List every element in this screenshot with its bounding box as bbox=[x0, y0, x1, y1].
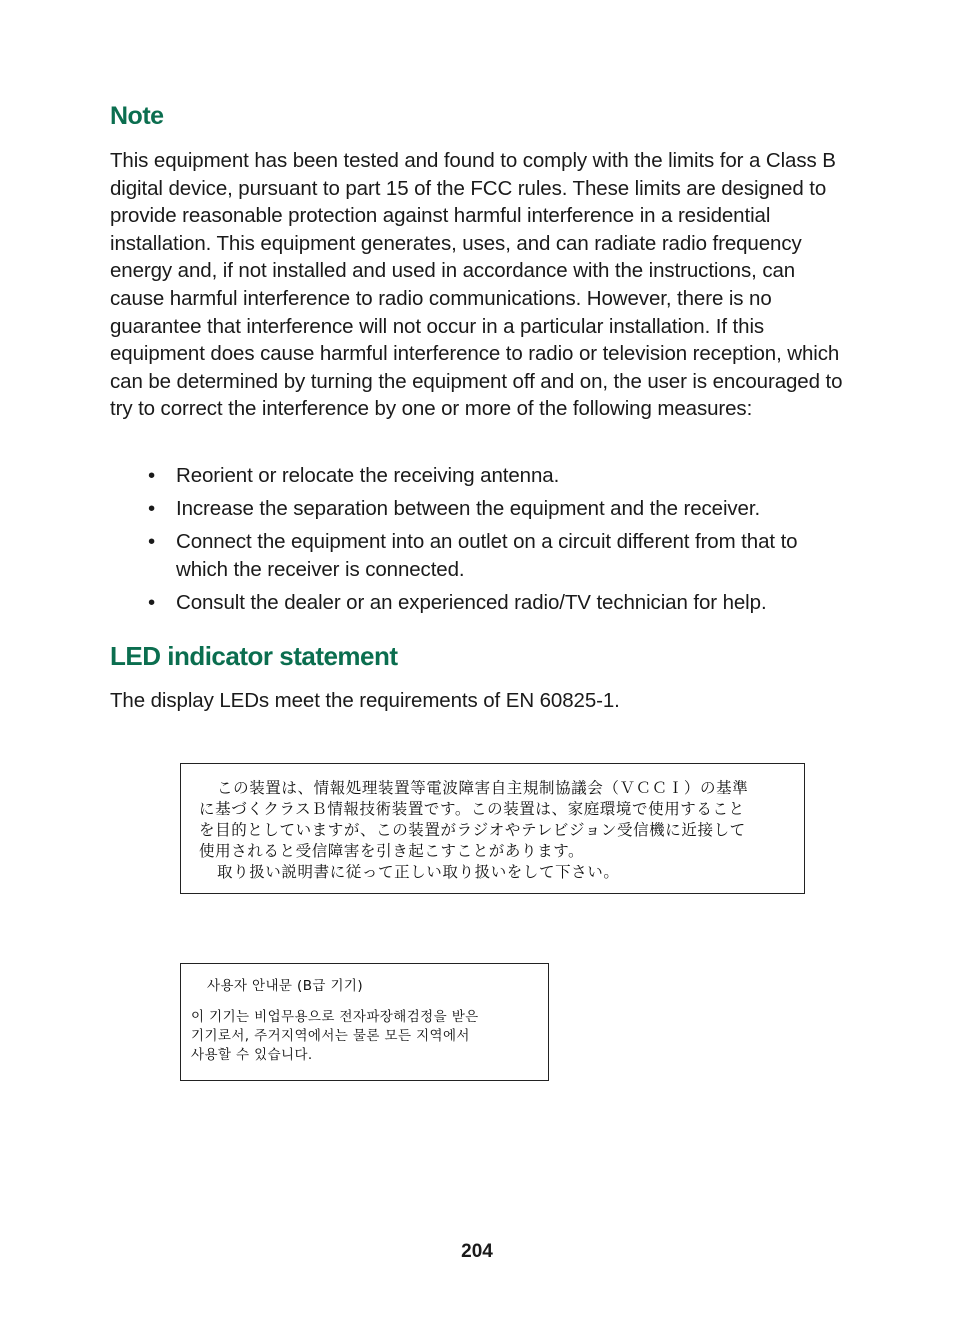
list-item-text: Increase the separation between the equipment and the receiver. bbox=[176, 497, 761, 521]
interference-measures-list bbox=[110, 462, 845, 622]
list-item bbox=[110, 528, 845, 583]
list-item bbox=[110, 462, 845, 490]
bullet-icon: • bbox=[148, 590, 156, 614]
korean-notice-title: 사용자 안내문 (B급 기기) bbox=[207, 978, 364, 994]
vcci-notice-line: 取り扱い説明書に従って正しい取り扱いをして下さい。 bbox=[217, 863, 620, 881]
list-item-text: Reorient or relocate the receiving antenna. bbox=[176, 464, 560, 487]
bullet-icon: • bbox=[148, 497, 156, 521]
list-item-text: Consult the dealer or an experienced radio/TV technician for help. bbox=[176, 590, 767, 614]
korean-notice-line: 기기로서, 주거지역에서는 물론 모든 지역에서 bbox=[191, 1028, 470, 1044]
vcci-japanese-notice-box bbox=[180, 763, 805, 894]
list-item bbox=[110, 495, 845, 523]
led-indicator-heading: LED indicator statement bbox=[110, 641, 398, 671]
list-item-text: Connect the equipment into an outlet on a circuit different from that to which the receiver is connected. bbox=[176, 530, 798, 581]
korean-notice-line: 이 기기는 비업무용으로 전자파장해검정을 받은 bbox=[191, 1009, 479, 1025]
bullet-icon: • bbox=[148, 530, 156, 554]
list-item bbox=[110, 589, 845, 617]
vcci-notice-line: を目的としていますが、この装置がラジオやテレビジョン受信機に近接して bbox=[199, 821, 746, 839]
note-heading: Note bbox=[110, 102, 164, 130]
fcc-note-paragraph: This equipment has been tested and found to comply with the limits for a Class B digital device, pursuant to part 15 of the FCC rules. These limits are designed to provide reasonable protection against harmful interference in a residential installation. This equipment generates, uses, and can radiate radio frequency energy and, if not installed and used in accordance with the instructions, can cause harmful interference to radio communications. However, there is no guarantee that interference will not occur in a particular installation. If this equipment does cause harmful interference to radio or television reception, which can be determined by turning the equipment off and on, the user is encouraged to try to correct the interference by one or more of the following measures: bbox=[110, 149, 843, 421]
vcci-notice-line: この装置は、情報処理装置等電波障害自主規制協議会（ＶＣＣＩ）の基準 bbox=[217, 779, 749, 797]
page-number: 204 bbox=[461, 1241, 493, 1262]
korean-notice-line: 사용할 수 있습니다. bbox=[191, 1047, 313, 1063]
led-statement-paragraph: The display LEDs meet the requirements of EN 60825-1. bbox=[110, 689, 620, 712]
bullet-icon: • bbox=[148, 464, 156, 487]
korean-user-notice-box bbox=[180, 963, 549, 1081]
vcci-notice-line: 使用されると受信障害を引き起こすことがあります。 bbox=[199, 842, 585, 860]
vcci-notice-line: に基づくクラスＢ情報技術装置です。この装置は、家庭環境で使用すること bbox=[199, 800, 745, 818]
